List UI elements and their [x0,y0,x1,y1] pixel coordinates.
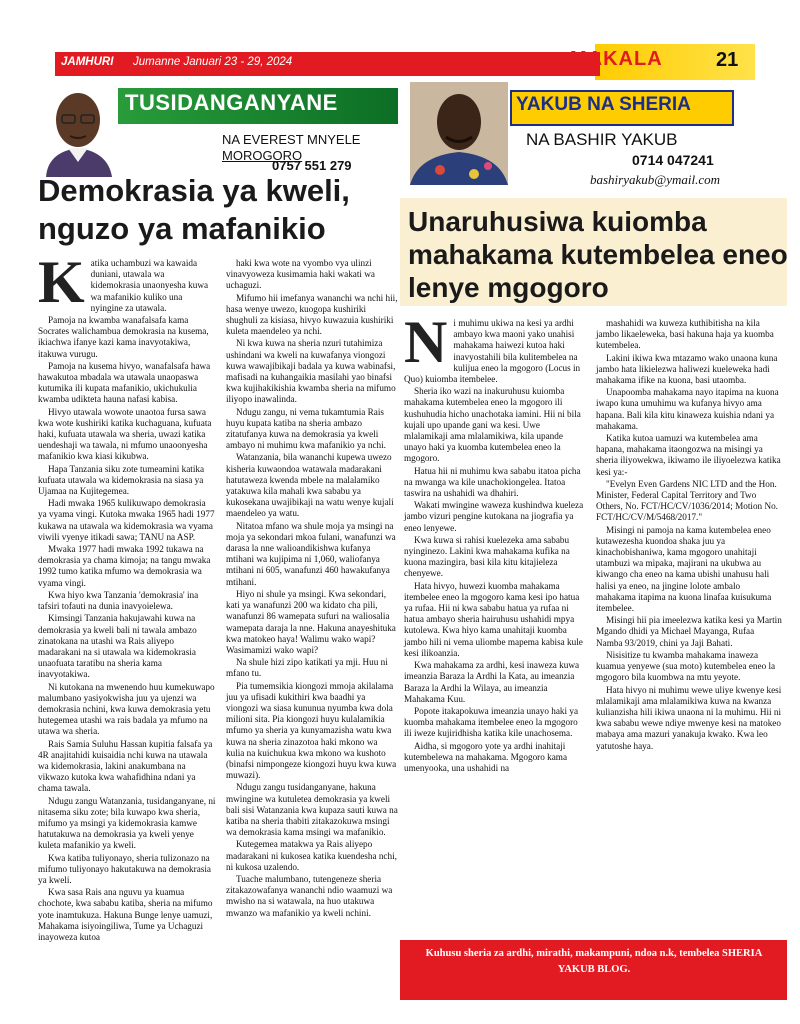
paragraph: Nitatoa mfano wa shule moja ya msingi na moja ya sekondari mkoa fulani, wanafunzi wa darasa la nne walioandikishwa kufanya mtihani wa kujipima ni 1,060, waliofanya mtihani ni 605, wanafunzi 460 hawakufanya mtihani. [226,520,396,587]
author-photo-left [38,82,118,177]
paragraph: Ni kutokana na mwenendo huu kumekuwapo malumbano yasiyokwisha juu ya ujenzi wa demokrasia nchini, kwa kuwa demokrasia yetu hutegemea utashi wa rais badala ya mfumo na utawa wa sheria. [38,681,215,737]
paragraph: Kwa kuwa si rahisi kuelezeka ama sababu nyinginezo. Lakini kwa mahakama kufika na kuona mazingira, basi kila kitu kitajieleza chenyewe. [404,534,570,579]
dropcap-right: N [404,309,448,375]
paragraph: Kutegemea matakwa ya Rais aliyepo madarakani ni kukosea katika kuendesha nchi, ni kukosa uzalendo. [226,839,397,872]
footer-note: Kuhusu sheria za ardhi, mirathi, makampuni, ndoa n.k, tembelea SHERIA YAKUB BLOG. [425,948,763,975]
paragraph: Na shule hizi zipo katikati ya mji. Huu ni mfano tu. [226,657,388,679]
paragraph: Hatua hii ni muhimu kwa sababu itatoa picha na mwanga wa kile unachokiongelea. Itatoa taswira na ushahidi wa dhahiri. [404,465,581,499]
paragraph: Hadi mwaka 1965 kulikuwapo demokrasia ya vyama vingi. Kutoka mwaka 1965 hadi 1977 kukawa na utawala wa kidemokrasia wa vyama viwili vyenye itikadi sawa; TANU na ASP. [38,498,215,542]
paragraph: Kwa katiba tuliyonayo, sheria tulizonazo na mifumo tuliyonayo hakutakuwa na demokrasia ya kweli. [38,852,211,885]
paragraph: Hata hivyo ni muhimu wewe uliye kwenye kesi mlalamikaji ama mlalamikiwa kuwa na kwanza kulianzisha hili ikiwa unaona ni la muhimu. Hii ni kwa sababu wewe ndiye mwenye kesi na matokeo mabaya ama mazuri yanakuja kwako. Kwa leo yatutoshe haya. [596,684,782,751]
headline-right: Unaruhusiwa kuiomba mahakama kutembelea eneo lenye mgogoro [408,206,788,303]
paragraph: i muhimu ukiwa na kesi ya ardhi ambayo kwa maoni yako unahisi mahakama haiwezi kutoa haki inavyostahili bila kulitembelea na kulijua eneo la mgogoro (Locus in Quo) kuiomba itembelee. [404,318,581,385]
author-phone-right: 0714 047241 [632,152,714,168]
paragraph: Nisisitize tu kwamba mahakama inaweza kuamua yenyewe (sua moto) kutembelea eneo la mgogoro bila kuombwa na mtu yeyote. [596,649,776,683]
paragraph: Aidha, si mgogoro yote ya ardhi inahitaji kutembelewa na mahakama. Mgogoro kama umenyooka, una ushahidi na [404,740,568,773]
paragraph: Kimsingi Tanzania hakujawahi kuwa na demokrasia ya kweli bali ni tawala ambazo zinatokana na utashi wa Rais aliyepo madarakani na si utawala wa kidemokrasia unaofuata taratibu na sheria kama inavyotakiwa. [38,613,197,680]
article-right-column-2 [596,318,782,753]
paragraph: Ndugu zangu, ni vema tukamtumia Rais huyu kupata katiba na sheria ambazo zitatufanya kuwa na demokrasia ya kweli ambayo ni muhimu kwa mafanikio ya nchi. [226,406,386,451]
paper-name: JAMHURI [61,56,114,68]
paragraph: Rais Samia Suluhu Hassan kupitia falsafa ya 4R anajitahidi kuisaidia nchi kuwa na utawala wa kidemokrasia, lakini anakumbana na vikwazo kutoka kwa wahafidhina ndani ya chama tawala. [38,738,213,794]
paragraph: atika uchambuzi wa kawaida duniani, utawala wa kidemokrasia unaonyesha kuwa wa mafanikio kuliko una nyingine za utawala. [90,258,209,313]
paragraph: Misingi ni pamoja na kama kutembelea eneo kutawezesha kuondoa shaka juu ya kinachobishaniwa, kama mgogoro unahitaji utambuzi wa mipaka, majirani na ukubwa au kiwango cha eneo na kama ubishi unahusu hali halisi ya eneo, na jingine lolote ambalo mahakama itapima na kuona linafaa kuisukuma itembelee. [596,524,772,614]
paragraph: Pamoja na kwamba wanafalsafa kama Socrates walichambua demokrasia na kusema, ikiachwa ifanye kazi kama inavyotakiwa, itakuwa vurugu. [38,315,209,359]
paragraph: mashahidi wa kuweza kuthibitisha na kila jambo likaeleweka, basi hakuna haja ya kuomba kutembelea. [596,318,774,351]
dropcap-left: K [38,249,85,315]
header-bar [55,52,600,76]
paragraph: Tuache malumbano, tutengeneze sheria zitakazowafanya wananchi ndio waamuzi wa mwisho na si watawala, na huo utakuwa mwanzo wa mafanikio ya kweli nchini. [226,873,393,918]
paragraph: Sheria iko wazi na inakuruhusu kuiomba mahakama kutembelea eneo la mgogoro ili kushuhudia hicho unachotaka iamini. Hii ni bila kujali upo upande gani wa kesi. Uwe mlalamikaji ama mlalamikiwa, kila upande unayo haki ya kuomba kutembelea eneo la mgogoro. [404,386,581,464]
issue-date: Jumanne Januari 23 - 29, 2024 [133,56,293,68]
paragraph: Hiyo ni shule ya msingi. Kwa sekondari, kati ya wanafunzi 200 wa kidato cha pili, wanafunzi 86 wamepata sufuri na waliosalia wamepata daraja la nne. Hakuna anayeshituka kwa matokeo haya! Walimu wako wapi? Wasimamizi wako wapi? [226,588,396,655]
paragraph: Katika kutoa uamuzi wa kutembelea ama hapana, mahakama itaongozwa na misingi ya sheria iliyowekwa, ikiwamo ile iliyoelezwa katika kesi ya:- [596,433,781,477]
author-byline-right: NA BASHIR YAKUB [526,130,678,149]
paragraph: Mifumo hii imefanya wananchi wa nchi hii, hasa wenye uwezo, kuogopa kushiriki shughuli za kisiasa, hivyo kuwazuia kushiriki kuleta maendeleo ya nchi. [226,292,398,337]
author-city-left: MOROGORO [222,148,303,163]
author-email-right: bashiryakub@ymail.com [590,172,721,187]
paragraph: Pia tumemsikia kiongozi mmoja akilalama juu ya ufisadi kukithiri kwa baadhi ya viongozi wa siasa kununua nyumba kwa dola milioni sita. Pia kiongozi huyu kulalamikia mfumo ya sheria ya kunyamazisha watu kwa kuwa na sheria zinazotoa haki mkono wa kulia na kuichukua kwa mkono wa kushoto (binafsi nimpongeze kiongozi huyu kwa kuwa muwazi). [226,680,397,781]
headline-left: Demokrasia ya kweli, nguzo ya mafanikio [38,173,350,246]
paragraph: Mwaka 1977 hadi mwaka 1992 tukawa na demokrasia ya chama kimoja; na tangu mwaka 1992 tumo katika mfumo wa demokrasia wa vyama vingi. [38,544,211,588]
paragraph: Kwa sasa Rais ana nguvu ya kuamua chochote, kwa sababu katiba, sheria na mifumo yote inamtukuza. Hakuna Bunge lenye uamuzi, Mahakama isiyoingiliwa, Tume ya Uchaguzi inayoweza kutoa [38,887,213,942]
paragraph: Watanzania, bila wananchi kupewa uwezo kisheria kuwaondoa watawala madarakani hatutaweza kwenda mbele na malalamiko yatakuwa kila mahali kwa sababu ya kukosekana uwajibikaji na watu wenye kujali maendeleo ya watu. [226,452,394,519]
paragraph: haki kwa wote na vyombo vya ulinzi vinavyoweza kusimamia haki wakati wa uchaguzi. [226,258,375,291]
article-left-column-2 [226,258,398,920]
paragraph: Hapa Tanzania siku zote tumeamini katika kufuata utawala wa kidemokrasia na siasa ya Ujamaa na Kujitegemea. [38,463,205,497]
paragraph: Pamoja na kusema hivyo, wanafalsafa hawa hawakutoa mbadala wa utawala unaopaswa kutumika ili kupata mafanikio, ukichukulia kwamba udikteta hauna nafasi kabisa. [38,360,211,405]
paragraph: Lakini ikiwa kwa mtazamo wako unaona kuna jambo hata likielezwa haliwezi kueleweka hadi mahakama ifike na kuona, basi utaomba. [596,352,778,386]
paragraph: Kwa hiyo kwa Tanzania 'demokrasia' ina tafsiri tofauti na dunia inavyoielewa. [38,589,199,612]
paragraph: Kwa mahakama za ardhi, kesi inaweza kuwa imeanzia Baraza la Ardhi la Kata, au imeanzia Baraza la Ardhi la Wilaya, au imeanzia Mahakama Kuu. [404,660,580,704]
author-byline-left: NA EVEREST MNYELE [222,132,361,147]
paragraph: Misingi hii pia imeelezwa katika kesi ya Martin Mgando dhidi ya Michael Mayanga, Rufaa Namba 93/2019, chini ya Jaji Bahati. [596,615,782,648]
paragraph: "Evelyn Even Gardens NIC LTD and the Hon. Minister, Federal Capital Territory and Two Others, No. FCT/HC/CV/1036/2014; Motion No. FCT/HC/CV/M/5468/2017." [596,478,778,523]
article-right-column-1 [404,309,586,775]
paragraph: Popote itakapokuwa imeanzia unayo haki ya kuomba mahakama itembelee eneo la mgogoro ili iweze kujiridhisha katika kile unachosema. [404,705,579,739]
paragraph: Ni kwa kuwa na sheria nzuri tutahimiza ushindani wa kweli na kuwafanya viongozi kuwa wawajibikaji badala ya kuwa wabinafsi, mafisadi na kuhangaikia masilahi yao binafsi kwa kujihakikishia kwamba sheria na mifumo iliyopo inawalinda. [226,338,396,405]
paragraph: Hata hivyo, huwezi kuomba mahakama itembelee eneo la mgogoro kama kesi ipo hatua ya rufaa. Hii ni kwa sababu hatua ya rufaa ni hatua ambayo sheria hairuhusu ushahidi mpya kutolewa. Kwa hiyo kama unahitaji kuomba jambo hili ni vema uliombe mapema kabisa kule kesi ilikoanzia. [404,580,583,658]
section-title: MAKALA [570,48,663,70]
paragraph: Unapoomba mahakama nayo itapima na kuona iwapo kuna umuhimu wa kufanya hivyo ama hapana. Bali kila kitu kinaweza kuishia ndani ya mahakama. [596,387,779,431]
author-phone-left: 0757 551 279 [272,158,352,173]
article-left-column-1 [38,249,216,944]
paragraph: Ndugu zangu Watanzania, tusidanganyane, ni nitasema siku zote; bila kuwapo kwa sheria, mifumo ya msingi ya kidemokrasia kamwe hatutakuwa na demokrasia ya kweli yenye kuleta mafanikio ya kweli. [38,795,216,851]
paragraph: Ndugu zangu tusidanganyane, hakuna mwingine wa kutuletea demokrasia ya kweli bali sisi Watanzania kwa kupaza sauti kuwa na katiba na sheria thabiti zitakazokuwa msingi wa demokrasia kama msingi wa mafanikio. [226,782,398,838]
paragraph: Hivyo utawala wowote unaotoa fursa sawa kwa wote kushiriki katika kuchaguana, kufuata haki, kufuata utawala wa sheria, uwazi katika uendeshaji wa tawala, ni mfumo unaoonyesha mafanikio kwa kiasi kikubwa. [38,406,212,462]
column-name-left: TUSIDANGANYANE [125,90,338,115]
page-number: 21 [716,49,739,71]
author-photo-right [410,82,508,185]
paragraph: Wakati mwingine waweza kushindwa kueleza jambo vizuri pengine kutokana na jiografia ya eneo lenyewe. [404,500,584,533]
column-name-right: YAKUB NA SHERIA [516,94,691,115]
